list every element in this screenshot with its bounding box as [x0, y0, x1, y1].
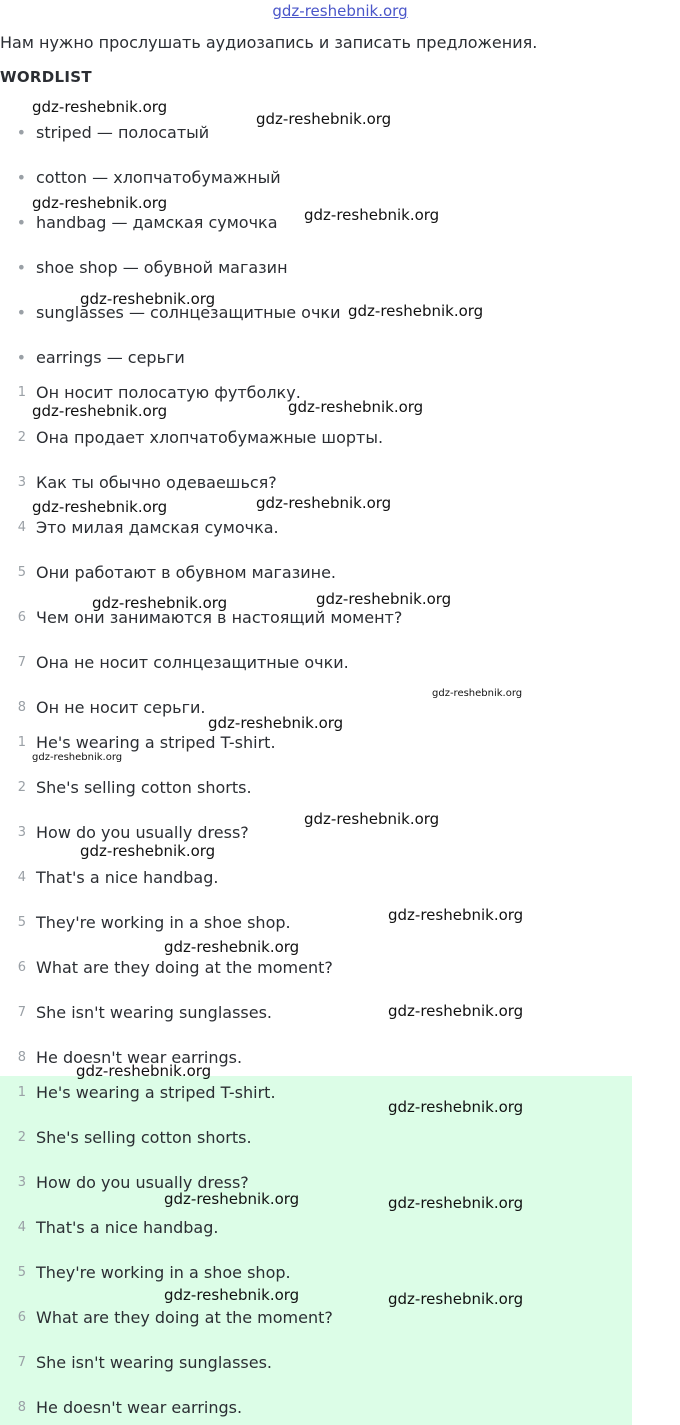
wordlist-item [0, 258, 632, 278]
watermark: gdz-reshebnik.org [388, 1290, 524, 1308]
watermark: gdz-reshebnik.org [32, 98, 168, 116]
number-marker: 4 [17, 1220, 26, 1235]
site-link[interactable]: gdz-reshebnik.org [272, 2, 408, 20]
watermark: gdz-reshebnik.org [432, 688, 523, 699]
watermark: gdz-reshebnik.org [32, 194, 168, 212]
item-text: Она не носит солнцезащитные очки. [36, 653, 349, 672]
watermark: gdz-reshebnik.org [32, 402, 168, 420]
watermark: gdz-reshebnik.org [164, 938, 300, 956]
watermark: gdz-reshebnik.org [164, 1190, 300, 1208]
watermark: gdz-reshebnik.org [32, 498, 168, 516]
watermark: gdz-reshebnik.org [80, 842, 216, 860]
item-text: That's a nice handbag. [36, 1218, 219, 1237]
bullet-marker: • [16, 258, 26, 277]
number-marker: 5 [17, 1265, 26, 1280]
english-sentence [0, 733, 632, 753]
intro-text: Нам нужно прослушать аудиозапись и записать предложения. [0, 33, 538, 52]
watermark: gdz-reshebnik.org [32, 752, 123, 763]
item-text: He's wearing a striped T-shirt. [36, 1083, 276, 1102]
item-text: What are they doing at the moment? [36, 958, 333, 977]
russian-sentence [0, 563, 632, 583]
item-text: cotton — хлопчатобумажный [36, 168, 281, 187]
item-text: How do you usually dress? [36, 823, 249, 842]
item-text: Чем они занимаются в настоящий момент? [36, 608, 403, 627]
item-text: handbag — дамская сумочка [36, 213, 278, 232]
answer-sentence [0, 1173, 632, 1193]
item-text: He doesn't wear earrings. [36, 1398, 243, 1417]
item-text: She isn't wearing sunglasses. [36, 1353, 273, 1372]
item-text: Он не носит серьги. [36, 698, 206, 717]
number-marker: 4 [17, 870, 26, 885]
number-marker: 2 [17, 780, 26, 795]
russian-sentence [0, 428, 632, 448]
answer-sentence [0, 1263, 632, 1283]
answer-sentence [0, 1353, 632, 1373]
bullet-marker: • [16, 168, 26, 187]
number-marker: 1 [17, 385, 26, 400]
watermark: gdz-reshebnik.org [388, 1194, 524, 1212]
item-text: Это милая дамская сумочка. [36, 518, 279, 537]
bullet-marker: • [16, 303, 26, 322]
number-marker: 7 [17, 1005, 26, 1020]
watermark: gdz-reshebnik.org [388, 906, 524, 924]
bullet-marker: • [16, 213, 26, 232]
watermark: gdz-reshebnik.org [304, 206, 440, 224]
item-text: Как ты обычно одеваешься? [36, 473, 277, 492]
number-marker: 7 [17, 655, 26, 670]
item-text: earrings — серьги [36, 348, 185, 367]
number-marker: 3 [17, 1175, 26, 1190]
english-sentence [0, 913, 632, 933]
number-marker: 7 [17, 1355, 26, 1370]
number-marker: 5 [17, 565, 26, 580]
number-marker: 3 [17, 475, 26, 490]
item-text: He doesn't wear earrings. [36, 1048, 243, 1067]
russian-sentence [0, 473, 632, 493]
number-marker: 2 [17, 430, 26, 445]
wordlist-item [0, 168, 632, 188]
number-marker: 3 [17, 825, 26, 840]
russian-sentence [0, 653, 632, 673]
answer-sentence [0, 1398, 632, 1418]
watermark: gdz-reshebnik.org [348, 302, 484, 320]
russian-sentence [0, 518, 632, 538]
item-text: sunglasses — солнцезащитные очки [36, 303, 341, 322]
watermark: gdz-reshebnik.org [388, 1002, 524, 1020]
english-sentence [0, 1003, 632, 1023]
wordlist-item [0, 348, 632, 368]
bullet-marker: • [16, 348, 26, 367]
item-text: Он носит полосатую футболку. [36, 383, 301, 402]
watermark: gdz-reshebnik.org [256, 494, 392, 512]
item-text: Она продает хлопчатобумажные шорты. [36, 428, 384, 447]
answer-sentence [0, 1218, 632, 1238]
number-marker: 6 [17, 1310, 26, 1325]
watermark: gdz-reshebnik.org [256, 110, 392, 128]
english-sentence [0, 958, 632, 978]
answer-sentence [0, 1083, 632, 1103]
number-marker: 8 [17, 1400, 26, 1415]
answer-sentence [0, 1308, 632, 1328]
item-text: She's selling cotton shorts. [36, 1128, 252, 1147]
number-marker: 6 [17, 610, 26, 625]
number-marker: 8 [17, 700, 26, 715]
item-text: striped — полосатый [36, 123, 210, 142]
bullet-marker: • [16, 123, 26, 142]
item-text: Они работают в обувном магазине. [36, 563, 337, 582]
number-marker: 4 [17, 520, 26, 535]
watermark: gdz-reshebnik.org [208, 714, 344, 732]
item-text: She's selling cotton shorts. [36, 778, 252, 797]
english-sentence [0, 868, 632, 888]
item-text: She isn't wearing sunglasses. [36, 1003, 273, 1022]
answer-sentence [0, 1128, 632, 1148]
number-marker: 8 [17, 1050, 26, 1065]
watermark: gdz-reshebnik.org [316, 590, 452, 608]
item-text: shoe shop — обувной магазин [36, 258, 288, 277]
item-text: What are they doing at the moment? [36, 1308, 333, 1327]
number-marker: 6 [17, 960, 26, 975]
item-text: He's wearing a striped T-shirt. [36, 733, 276, 752]
item-text: They're working in a shoe shop. [36, 1263, 291, 1282]
wordlist-title: WORDLIST [0, 68, 92, 86]
item-text: How do you usually dress? [36, 1173, 249, 1192]
watermark: gdz-reshebnik.org [164, 1286, 300, 1304]
watermark: gdz-reshebnik.org [76, 1062, 212, 1080]
number-marker: 2 [17, 1130, 26, 1145]
number-marker: 1 [17, 1085, 26, 1100]
watermark: gdz-reshebnik.org [304, 810, 440, 828]
item-text: They're working in a shoe shop. [36, 913, 291, 932]
watermark: gdz-reshebnik.org [388, 1098, 524, 1116]
item-text: That's a nice handbag. [36, 868, 219, 887]
watermark: gdz-reshebnik.org [288, 398, 424, 416]
number-marker: 5 [17, 915, 26, 930]
watermark: gdz-reshebnik.org [92, 594, 228, 612]
watermark: gdz-reshebnik.org [80, 290, 216, 308]
english-sentence [0, 778, 632, 798]
number-marker: 1 [17, 735, 26, 750]
